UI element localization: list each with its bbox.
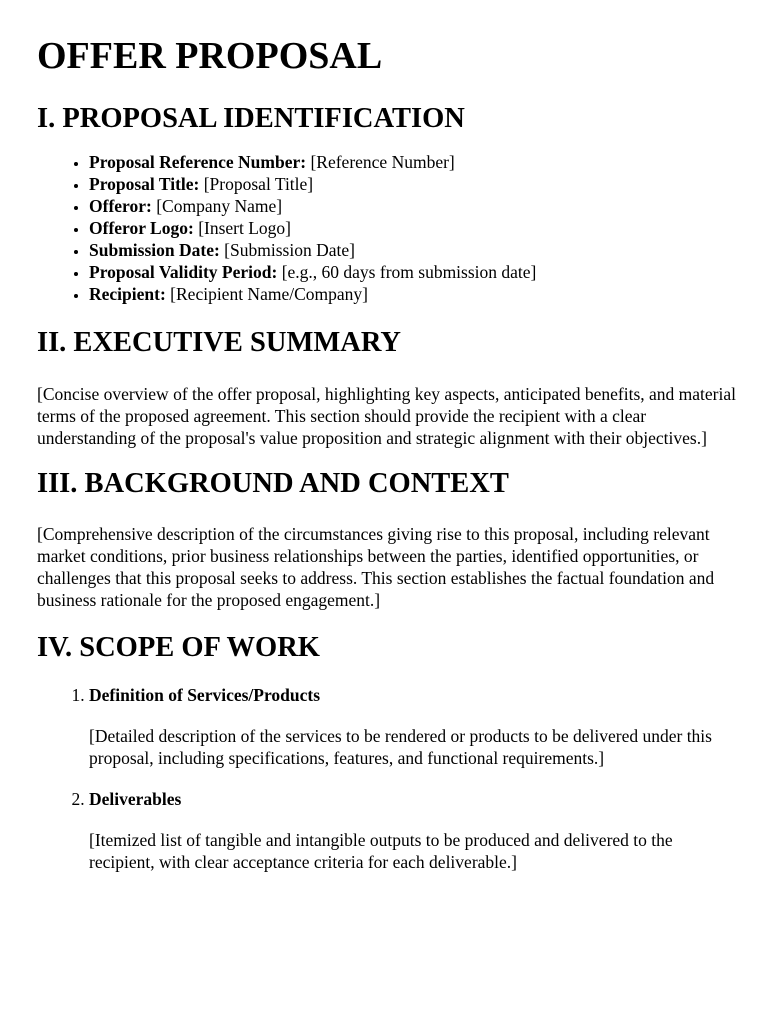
identification-item-value: [Reference Number] bbox=[306, 152, 455, 172]
scope-item-description: [Detailed description of the services to be rendered or products to be delivered under this proposal, including specifications, features, and functional requirements.] bbox=[89, 726, 712, 768]
identification-item-value: [e.g., 60 days from submission date] bbox=[277, 262, 537, 282]
identification-item-label: Offeror Logo: bbox=[89, 218, 194, 238]
identification-item-value: [Proposal Title] bbox=[199, 174, 314, 194]
identification-item bbox=[89, 195, 740, 217]
identification-item bbox=[89, 217, 740, 239]
scope-item-title: Deliverables bbox=[89, 789, 182, 809]
background-text: [Comprehensive description of the circumstances giving rise to this proposal, including relevant market conditions, prior business relationships between the parties, identified opportunities, or challenges that this proposal seeks to address. This section establishes the factual foundation and business rationale for the proposed engagement.] bbox=[37, 524, 715, 610]
scope-item-title: Definition of Services/Products bbox=[89, 685, 321, 705]
section-heading-identification: I. PROPOSAL IDENTIFICATION bbox=[37, 103, 465, 134]
section-heading-scope-of-work: IV. SCOPE OF WORK bbox=[37, 632, 320, 663]
executive-summary-text: [Concise overview of the offer proposal, highlighting key aspects, anticipated benefits, and material terms of the proposed agreement. This section should provide the recipient with a clear understanding of the proposal's value proposition and strategic alignment with their objectives.] bbox=[37, 384, 736, 448]
section-heading-executive-summary: II. EXECUTIVE SUMMARY bbox=[37, 327, 401, 358]
identification-item bbox=[89, 239, 740, 261]
identification-item bbox=[89, 173, 740, 195]
identification-item-label: Submission Date: bbox=[89, 240, 220, 260]
identification-item-label: Proposal Title: bbox=[89, 174, 200, 194]
document-title: OFFER PROPOSAL bbox=[37, 35, 383, 77]
section-heading-background: III. BACKGROUND AND CONTEXT bbox=[37, 468, 509, 499]
identification-item-value: [Recipient Name/Company] bbox=[165, 284, 368, 304]
identification-item bbox=[89, 261, 740, 283]
identification-item-label: Offeror: bbox=[89, 196, 152, 216]
scope-item-description: [Itemized list of tangible and intangible outputs to be produced and delivered to the recipient, with clear acceptance criteria for each deliverable.] bbox=[89, 830, 673, 872]
identification-item-value: [Insert Logo] bbox=[193, 218, 292, 238]
identification-item-value: [Company Name] bbox=[151, 196, 283, 216]
identification-list bbox=[37, 151, 740, 305]
identification-item-label: Proposal Reference Number: bbox=[89, 152, 307, 172]
scope-item bbox=[89, 788, 740, 873]
identification-item bbox=[89, 151, 740, 173]
identification-item-label: Recipient: bbox=[89, 284, 166, 304]
identification-item bbox=[89, 283, 740, 305]
identification-item-value: [Submission Date] bbox=[219, 240, 355, 260]
identification-item-label: Proposal Validity Period: bbox=[89, 262, 278, 282]
scope-item bbox=[89, 684, 740, 769]
scope-list bbox=[37, 684, 740, 873]
